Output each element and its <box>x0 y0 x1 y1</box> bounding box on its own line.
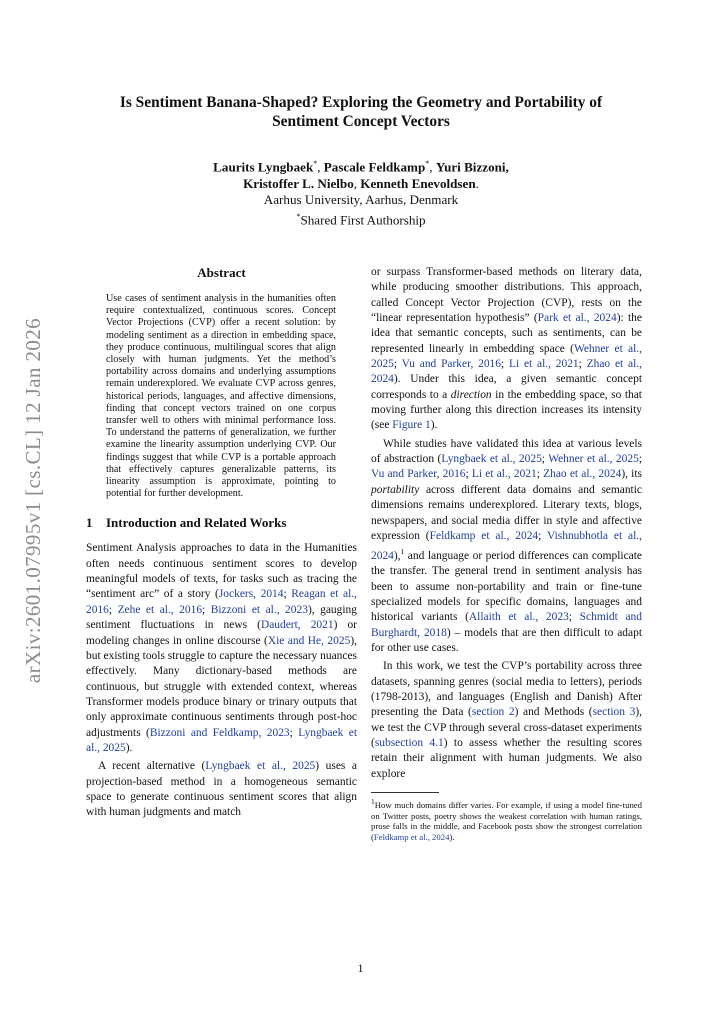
right-body <box>371 265 642 782</box>
shared-first-marker: * <box>313 159 318 168</box>
body-paragraph: or surpass Transformer-based methods on literary data, while producing smoother distributions. This approach, called Concept Vector Projection (CVP), rests on the “linear representation hypothesis” (Park et al., 2024): the idea that semantic concepts, such as sentiments, can be represented linearly in embedding space (Wehner et al., 2025; Vu and Parker, 2016; Li et al., 2021; Zhao et al., 2024). Under this idea, a given semantic concept corresponds to a direction in the embedding space, so that moving further along this direction increases its intensity (see Figure 1). <box>371 266 642 432</box>
abstract-text: Use cases of sentiment analysis in the humanities often require contextualized, continuous scores. Concept Vector Projections (CVP) offer a recent solution: by modeling sentiment as a direction in embedding space, they produce continuous, multilingual scores that align closely with human judgments. Yet the method’s portability across domains and underlying assumptions remain underexplored. We evaluate CVP across genres, historical periods, languages, and affective dimensions, finding that concept vectors trained on one corpus transfer well to others with minimal performance loss. To understand the patterns of generalization, we further examine the linearity assumption underlying CVP. Our findings suggest that while CVP is a portable approach that effectively captures generalizable patterns, its linearity assumption is approximate, pointing to potential for further development. <box>106 293 336 500</box>
footnote-marker[interactable]: 1 <box>371 797 375 807</box>
author-block <box>86 156 636 229</box>
citation-link[interactable]: Daudert, 2021 <box>260 619 334 632</box>
page-number: 1 <box>357 961 364 975</box>
author-name[interactable]: Pascale Feldkamp <box>323 159 426 175</box>
section-heading <box>86 515 357 531</box>
citation-link[interactable]: Li et al., 2021 <box>508 358 579 371</box>
author-name[interactable]: Kenneth Enevoldsen <box>360 175 476 191</box>
footnote: $^1$How much domains differ varies. For example, if using a model fine-tuned on Twitter posts, poetry shows the weakest correlation with human ratings, prose falls in the middle, and Facebook posts show the strongest correlation (Feldkamp et al., 2024). <box>371 797 642 842</box>
citation-link[interactable]: Zehe et al., 2016 <box>117 603 203 616</box>
arxiv-stamp-text: arXiv:2601.07995v1 [cs.CL] 12 Jan 2026 <box>21 317 46 683</box>
left-body <box>86 541 357 820</box>
shared-authorship-note: *Shared First Authorship <box>296 211 426 228</box>
left-column <box>86 265 357 821</box>
citation-link[interactable]: Xie and He, 2025 <box>267 634 351 647</box>
citation-link[interactable]: Vishnubhotla et al., 2024 <box>371 529 642 562</box>
citation-link[interactable]: section 2 <box>471 706 515 719</box>
abstract-heading: Abstract <box>197 265 246 280</box>
author-line-1: Laurits Lyngbaek*, Pascale Feldkamp*, Yuri Bizzoni, <box>213 159 509 175</box>
citation-link[interactable]: Li et al., 2021 <box>471 468 537 481</box>
citation-link[interactable]: subsection 4.1 <box>374 737 444 750</box>
emphasis-text: direction <box>450 388 492 401</box>
citation-link[interactable]: Figure 1 <box>392 419 431 432</box>
citation-link[interactable]: Allaith et al., 2023 <box>468 611 569 624</box>
citation-link[interactable]: Schmidt and Burghardt, 2018 <box>371 611 642 639</box>
citation-link[interactable]: Wehner et al., 2025 <box>371 342 642 371</box>
citation-link[interactable]: Lyngbaek et al., 2025 <box>441 453 542 466</box>
citation-link[interactable]: Zhao et al., 2024 <box>543 468 622 481</box>
author-name[interactable]: Yuri Bizzoni, <box>435 159 509 175</box>
body-paragraph: While studies have validated this idea at various levels of abstraction (Lyngbaek et al., 2025; Wehner et al., 2025; Vu and Parker, 2016; Li et al., 2021; Zhao et al., 2024), its portability across different data domains and semantic dimensions remains underexplored. Literary texts, blogs, newspapers, and social media differ in style and affective expression (Feldkamp et al., 2024; Vishnubhotla et al., 2024),$^1$ and language or period differences can complicate the transfer. The general trend in sentiment analysis has been to assume non-portability and train or fine-tune specialized models for specific domains, languages and historical variants (Allaith et al., 2023; Schmidt and Burghardt, 2018) – models that are then difficult to adapt for other use cases. <box>371 437 643 655</box>
citation-link[interactable]: Wehner et al., 2025 <box>548 453 639 466</box>
body-paragraph: In this work, we test the CVP’s portability across three datasets, spanning genres (social media to letters), periods (1798-2013), and languages (English and Danish) After presenting the Data (section 2) and Methods (section 3), we test the CVP through several cross-dataset experiments (subsection 4.1) to assess whether the resulting scores retain their alignment with human judgments. We also explore <box>371 660 642 780</box>
citation-link[interactable]: Vu and Parker, 2016 <box>401 358 501 371</box>
citation-link[interactable]: Vu and Parker, 2016 <box>371 468 466 481</box>
author-name[interactable]: Kristoffer L. Nielbo <box>243 175 354 191</box>
footnote-marker[interactable]: 1 <box>400 547 405 557</box>
citation-link[interactable]: Lyngbaek et al., 2025 <box>205 760 316 773</box>
author-line-2: Kristoffer L. Nielbo, Kenneth Enevoldsen. <box>243 175 479 191</box>
citation-link[interactable]: Reagan et al., 2016 <box>86 588 357 616</box>
citation-link[interactable]: Lyngbaek et al., 2025 <box>86 726 357 754</box>
citation-link[interactable]: Park et al., 2024 <box>537 312 617 325</box>
citation-link[interactable]: Feldkamp et al., 2024 <box>429 529 539 542</box>
citation-link[interactable]: Bizzoni and Feldkamp, 2023 <box>149 726 290 739</box>
section-number: 1 <box>86 515 93 531</box>
citation-link[interactable]: Zhao et al., 2024 <box>371 358 642 386</box>
affiliation: Aarhus University, Aarhus, Denmark <box>263 192 459 208</box>
right-column <box>371 265 642 842</box>
citation-link[interactable]: Feldkamp et al., 2024 <box>373 831 450 842</box>
section-title: Introduction and Related Works <box>106 515 287 531</box>
paper-title: Is Sentiment Banana-Shaped? Exploring the Geometry and Portability of Sentiment Concept Vectors <box>119 94 603 130</box>
citation-link[interactable]: Jockers, 2014 <box>218 588 284 601</box>
shared-first-marker: * <box>425 159 430 168</box>
footnote-rule <box>371 792 439 793</box>
citation-link[interactable]: section 3 <box>592 706 636 719</box>
emphasis-text: portability <box>371 483 420 496</box>
body-paragraph: A recent alternative (Lyngbaek et al., 2025) uses a projection-based method in a homogeneous semantic space to generate continuous sentiment scores that align with human judgments and match <box>86 760 357 819</box>
citation-link[interactable]: Bizzoni et al., 2023 <box>210 603 308 616</box>
arxiv-stamp <box>14 300 54 700</box>
author-name[interactable]: Laurits Lyngbaek <box>213 159 314 175</box>
body-paragraph: Sentiment Analysis approaches to data in the Humanities often needs continuous sentiment scores to develop meaningful models of texts, for tasks such as tracing the “sentiment arc” of a story (Jockers, 2014; Reagan et al., 2016; Zehe et al., 2016; Bizzoni et al., 2023), gauging sentiment fluctuations in news (Daudert, 2021) or modeling changes in online discourse (Xie and He, 2025), but existing tools struggle to capture the necessary nuances effectively. Many dictionary-based methods are continuous, but struggle with extended context, whereas Transformer models produce binary or trinary outputs that only approximate continuous sentiments through post-hoc adjustments (Bizzoni and Feldkamp, 2023; Lyngbaek et al., 2025). <box>86 542 357 754</box>
shared-authorship-text: Shared First Authorship <box>300 212 426 228</box>
